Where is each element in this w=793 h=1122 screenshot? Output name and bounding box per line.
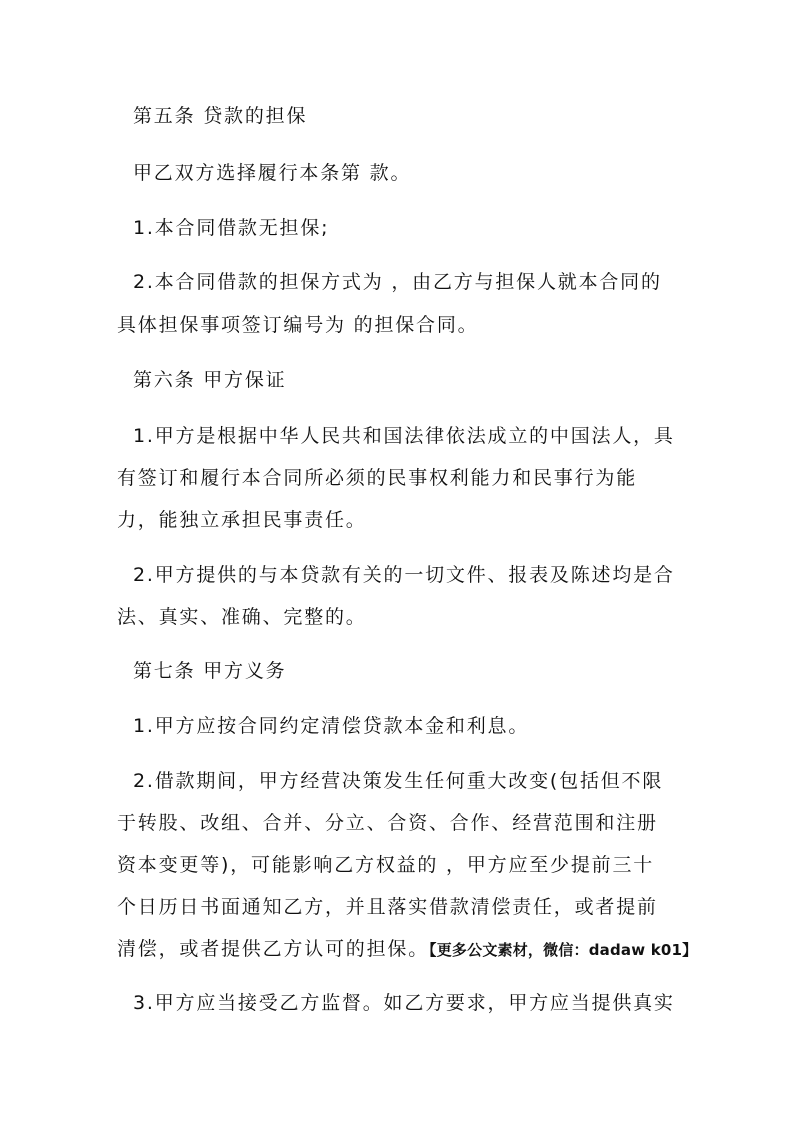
article-6-item-2-line-1: 2.甲方提供的与本贷款有关的一切文件、报表及陈述均是合 bbox=[133, 564, 675, 586]
article-5-item-2-line-2: 具体担保事项签订编号为 的担保合同。 bbox=[117, 314, 479, 336]
article-5-item-2-line-1: 2.本合同借款的担保方式为 ，由乙方与担保人就本合同的 bbox=[133, 271, 662, 293]
article-7-item-1: 1.甲方应按合同约定清偿贷款本金和利息。 bbox=[133, 715, 530, 737]
article-5-intro: 甲乙双方选择履行本条第 款。 bbox=[133, 162, 412, 184]
article-7-item-2-line-1: 2.借款期间，甲方经营决策发生任何重大改变(包括但不限 bbox=[133, 770, 664, 792]
article-7-item-2-line-3: 资本变更等)，可能影响乙方权益的 ，甲方应至少提前三十 bbox=[117, 854, 655, 876]
article-5-item-1: 1.本合同借款无担保; bbox=[133, 217, 330, 239]
article-6-title: 第六条 甲方保证 bbox=[133, 369, 287, 391]
article-7-item-2-line-5 bbox=[117, 937, 697, 962]
article-7-title: 第七条 甲方义务 bbox=[133, 660, 287, 682]
article-7-item-2-line-4: 个日历日书面通知乙方，并且落实借款清偿责任，或者提前 bbox=[117, 896, 658, 918]
promo-note: 【更多公文素材，微信：dadaw k01】 bbox=[429, 941, 698, 959]
article-7-item-2-line-5-text: 清偿，或者提供乙方认可的担保。 bbox=[117, 938, 430, 960]
article-7-item-2-line-2: 于转股、改组、合并、分立、合资、合作、经营范围和注册 bbox=[117, 812, 658, 834]
article-6-item-1-line-2: 有签订和履行本合同所必须的民事权利能力和民事行为能 bbox=[117, 467, 638, 489]
article-5-title: 第五条 贷款的担保 bbox=[133, 105, 308, 127]
article-6-item-1-line-3: 力，能独立承担民事责任。 bbox=[117, 509, 367, 531]
article-7-item-3-line-1: 3.甲方应当接受乙方监督。如乙方要求，甲方应当提供真实 bbox=[133, 992, 675, 1014]
article-6-item-2-line-2: 法、真实、准确、完整的。 bbox=[117, 606, 367, 628]
article-6-item-1-line-1: 1.甲方是根据中华人民共和国法律依法成立的中国法人，具 bbox=[133, 425, 675, 447]
